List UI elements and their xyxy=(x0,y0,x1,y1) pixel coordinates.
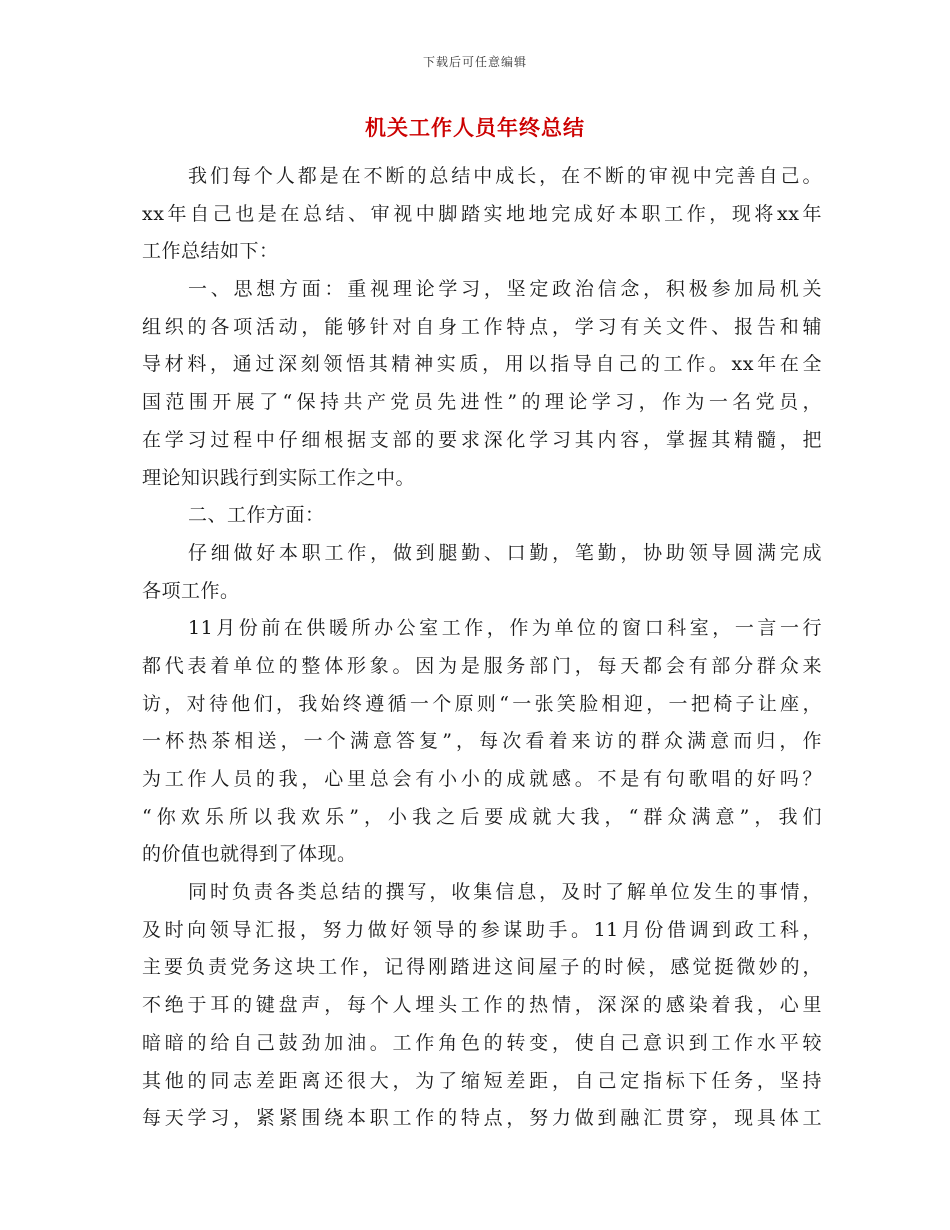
body-line: “你欢乐所以我欢乐”，小我之后要成就大我，“群众满意”，我们 xyxy=(142,805,822,828)
body-line: 一、思想方面：重视理论学习，坚定政治信念，积极参加局机关 xyxy=(188,278,822,301)
body-line: 二、工作方面： xyxy=(188,504,325,527)
body-line: 国范围开展了“保持共产党员先进性”的理论学习，作为一名党员， xyxy=(142,391,822,414)
body-line: 组织的各项活动，能够针对自身工作特点，学习有关文件、报告和辅 xyxy=(142,315,822,338)
body-line: 工作总结如下： xyxy=(142,240,279,263)
body-line: 导材料，通过深刻领悟其精神实质，用以指导自己的工作。xx年在全 xyxy=(142,353,822,376)
body-line: 在学习过程中仔细根据支部的要求深化学习其内容，掌握其精髓，把 xyxy=(142,428,822,451)
body-line: 不绝于耳的键盘声，每个人埋头工作的热情，深深的感染着我，心里 xyxy=(142,994,822,1017)
body-line: 11月份前在供暖所办公室工作，作为单位的窗口科室，一言一行 xyxy=(188,617,822,640)
body-line: 为工作人员的我，心里总会有小小的成就感。不是有句歌唱的好吗？ xyxy=(142,768,822,790)
header-note: 下载后可任意编辑 xyxy=(422,55,527,69)
body-line: 我们每个人都是在不断的总结中成长，在不断的审视中完善自己。 xyxy=(188,165,822,187)
body-line: 及时向领导汇报，努力做好领导的参谋助手。11月份借调到政工科， xyxy=(142,918,822,941)
body-line: 其他的同志差距离还很大，为了缩短差距，自己定指标下任务，坚持 xyxy=(142,1069,822,1092)
body-line: 每天学习，紧紧围绕本职工作的特点，努力做到融汇贯穿，现具体工 xyxy=(142,1107,822,1130)
body-line: 主要负责党务这块工作，记得刚踏进这间屋子的时候，感觉挺微妙的， xyxy=(142,956,822,979)
document-title: 机关工作人员年终总结 xyxy=(365,115,585,140)
body-line: 访，对待他们，我始终遵循一个原则“一张笑脸相迎，一把椅子让座， xyxy=(142,692,822,715)
body-line: 同时负责各类总结的撰写，收集信息，及时了解单位发生的事情， xyxy=(188,881,822,904)
body-line: 暗暗的给自己鼓劲加油。工作角色的转变，使自己意识到工作水平较 xyxy=(142,1031,822,1054)
body-line: 的价值也就得到了体现。 xyxy=(142,843,357,866)
body-line: 仔细做好本职工作，做到腿勤、口勤，笔勤，协助领导圆满完成 xyxy=(188,541,822,564)
body-line: 各项工作。 xyxy=(142,579,240,602)
document-body xyxy=(142,158,822,1138)
body-line: 一杯热茶相送，一个满意答复”，每次看着来访的群众满意而归，作 xyxy=(142,730,822,753)
body-line: 理论知识践行到实际工作之中。 xyxy=(142,466,416,489)
body-line: 都代表着单位的整体形象。因为是服务部门，每天都会有部分群众来 xyxy=(142,654,822,677)
body-line: xx年自己也是在总结、审视中脚踏实地地完成好本职工作，现将xx年 xyxy=(142,202,822,225)
